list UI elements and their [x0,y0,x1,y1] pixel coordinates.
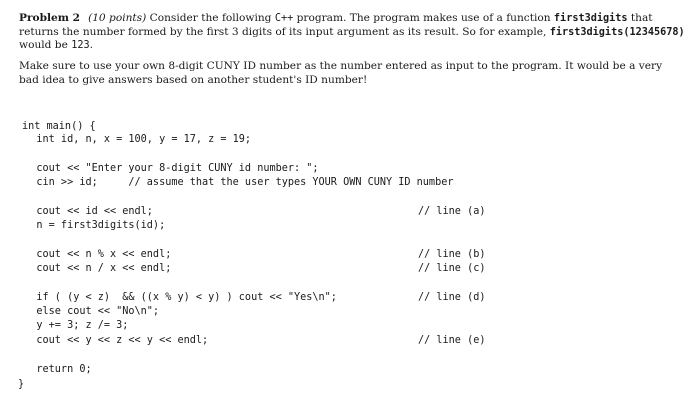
line-c-comment: // line (c) [418,263,486,274]
code-line: int main() { [22,121,96,132]
code-line: n = first3digits(id); [18,220,166,231]
function-name: first3digits [553,13,628,24]
line-a-comment: // line (a) [418,206,486,217]
problem-heading: Problem 2 [19,12,81,24]
line-b-comment: // line (b) [418,249,486,260]
code-line: cout << n / x << endl; [18,263,172,274]
example-call: first3digits(12345678) [549,26,685,38]
points-label: (10 points) [88,12,147,24]
intro-text-2: program. The program makes use of a function [293,12,554,24]
code-line: y += 3; z /= 3; [18,320,129,331]
code-line: int id, n, x = 100, y = 17, z = 19; [18,134,252,145]
intro-text-4: would be [19,39,72,51]
intro-text-5: . [89,39,94,51]
code-line: cout << "Enter your 8-digit CUNY id number: "; [18,163,319,174]
code-line: } [18,379,25,390]
code-line: else cout << "No\n"; [18,306,160,317]
code-line: if ( (y < z) && ((x % y) < y) ) cout << "Yes\n"; [18,292,337,303]
code-line: cout << y << z << y << endl; [18,335,209,346]
intro-text-3: that returns the number formed by the first 3 digits of its input argument as its result. So for example, [19,12,653,38]
code-line: cin >> id; // assume that the user types YOUR OWN CUNY ID number [18,177,454,188]
example-result: 123 [71,40,90,51]
intro-text-1: Consider the following [146,12,275,24]
code-line: cout << n % x << endl; [18,249,172,260]
language-name: C++ [274,13,294,24]
code-line: return 0; [18,364,92,375]
line-e-comment: // line (e) [418,335,486,346]
line-d-comment: // line (d) [418,292,486,303]
problem-intro [19,12,685,53]
instruction-text: Make sure to use your own 8-digit CUNY ID number as the number entered as input to the program. It would be a very bad idea to give answers based on another student's ID number! [19,60,663,86]
code-line: cout << id << endl; [18,206,153,217]
